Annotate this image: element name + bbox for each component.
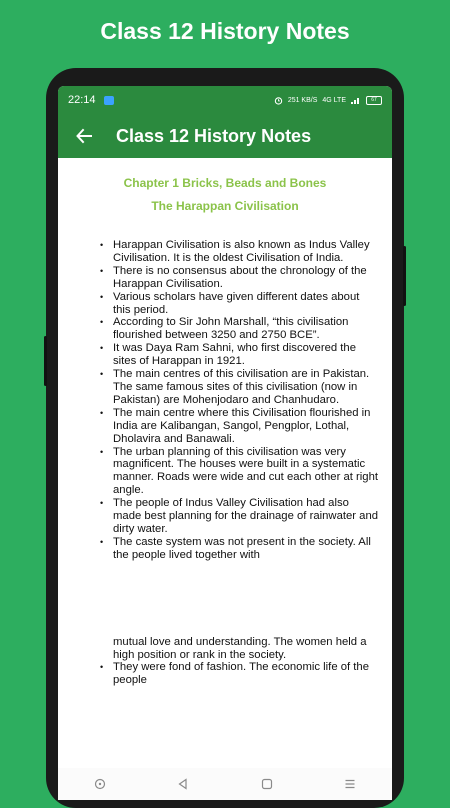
list-item: • The caste system was not present in the society. All the people lived together with [113, 536, 380, 562]
list-item: • According to Sir John Marshall, “this civilisation flourished between 3250 and 2750 BCE”. [113, 316, 380, 342]
list-item-continuation: mutual love and understanding. The women held a high position or rank in the society. [113, 635, 367, 661]
notification-icon [104, 96, 114, 105]
list-item: • They were fond of fashion. The economic life of the people [113, 661, 380, 687]
promo-title: Class 12 History Notes [100, 18, 350, 44]
page-break-gap [113, 562, 380, 636]
assistant-button[interactable] [90, 774, 110, 794]
notes-list [70, 239, 380, 687]
section-heading: The Harappan Civilisation [151, 199, 299, 213]
notes-content [58, 176, 392, 687]
network-type: 4G LTE [322, 96, 346, 104]
menu-lines-icon [344, 778, 356, 790]
signal-icon [351, 97, 361, 104]
chapter-heading: Chapter 1 Bricks, Beads and Bones [123, 176, 327, 190]
triangle-back-icon [177, 778, 189, 790]
phone-screen [58, 86, 392, 800]
list-item: • The main centre where this Civilisation flourished in India are Kalibangan, Sangol, Pengplor, Lothal, Dholavira and Banawali. [113, 407, 380, 446]
battery-icon: 67 [366, 96, 382, 105]
list-item: • There is no consensus about the chronology of the Harappan Civilisation. [113, 265, 380, 291]
status-time: 22:14 [68, 94, 96, 106]
list-item: • Harappan Civilisation is also known as Indus Valley Civilisation. It is the oldest Civilisation of India. [113, 239, 380, 265]
back-button[interactable] [64, 114, 104, 158]
list-item: • It was Daya Ram Sahni, who first discovered the sites of Harappan in 1921. [113, 342, 380, 368]
list-item: • Various scholars have given different dates about this period. [113, 291, 380, 317]
app-bar [58, 114, 392, 158]
list-item: • The main centres of this civilisation are in Pakistan. The same famous sites of this civilisation (now in Pakistan) are Mohenjodaro and Chanhudaro. [113, 368, 380, 407]
list-item: • The urban planning of this civilisation was very magnificent. The houses were built in a systematic manner. Roads were wide and cut each other at right angle. [113, 446, 380, 498]
recents-button[interactable] [340, 774, 360, 794]
page-title: Class 12 History Notes [116, 125, 312, 146]
assistant-icon [94, 778, 106, 790]
phone-side-button [44, 336, 47, 386]
phone-side-button [403, 246, 406, 306]
back-arrow-icon [75, 127, 93, 145]
nav-back-button[interactable] [173, 774, 193, 794]
list-item: • The people of Indus Valley Civilisation had also made best planning for the drainage of rainwater and dirty water. [113, 497, 380, 536]
square-home-icon [261, 778, 273, 790]
home-button[interactable] [257, 774, 277, 794]
status-icons [274, 96, 382, 105]
alarm-icon [274, 96, 283, 105]
network-speed: 251 KB/S [287, 96, 318, 104]
status-bar [58, 86, 392, 114]
system-nav-bar [58, 768, 392, 800]
